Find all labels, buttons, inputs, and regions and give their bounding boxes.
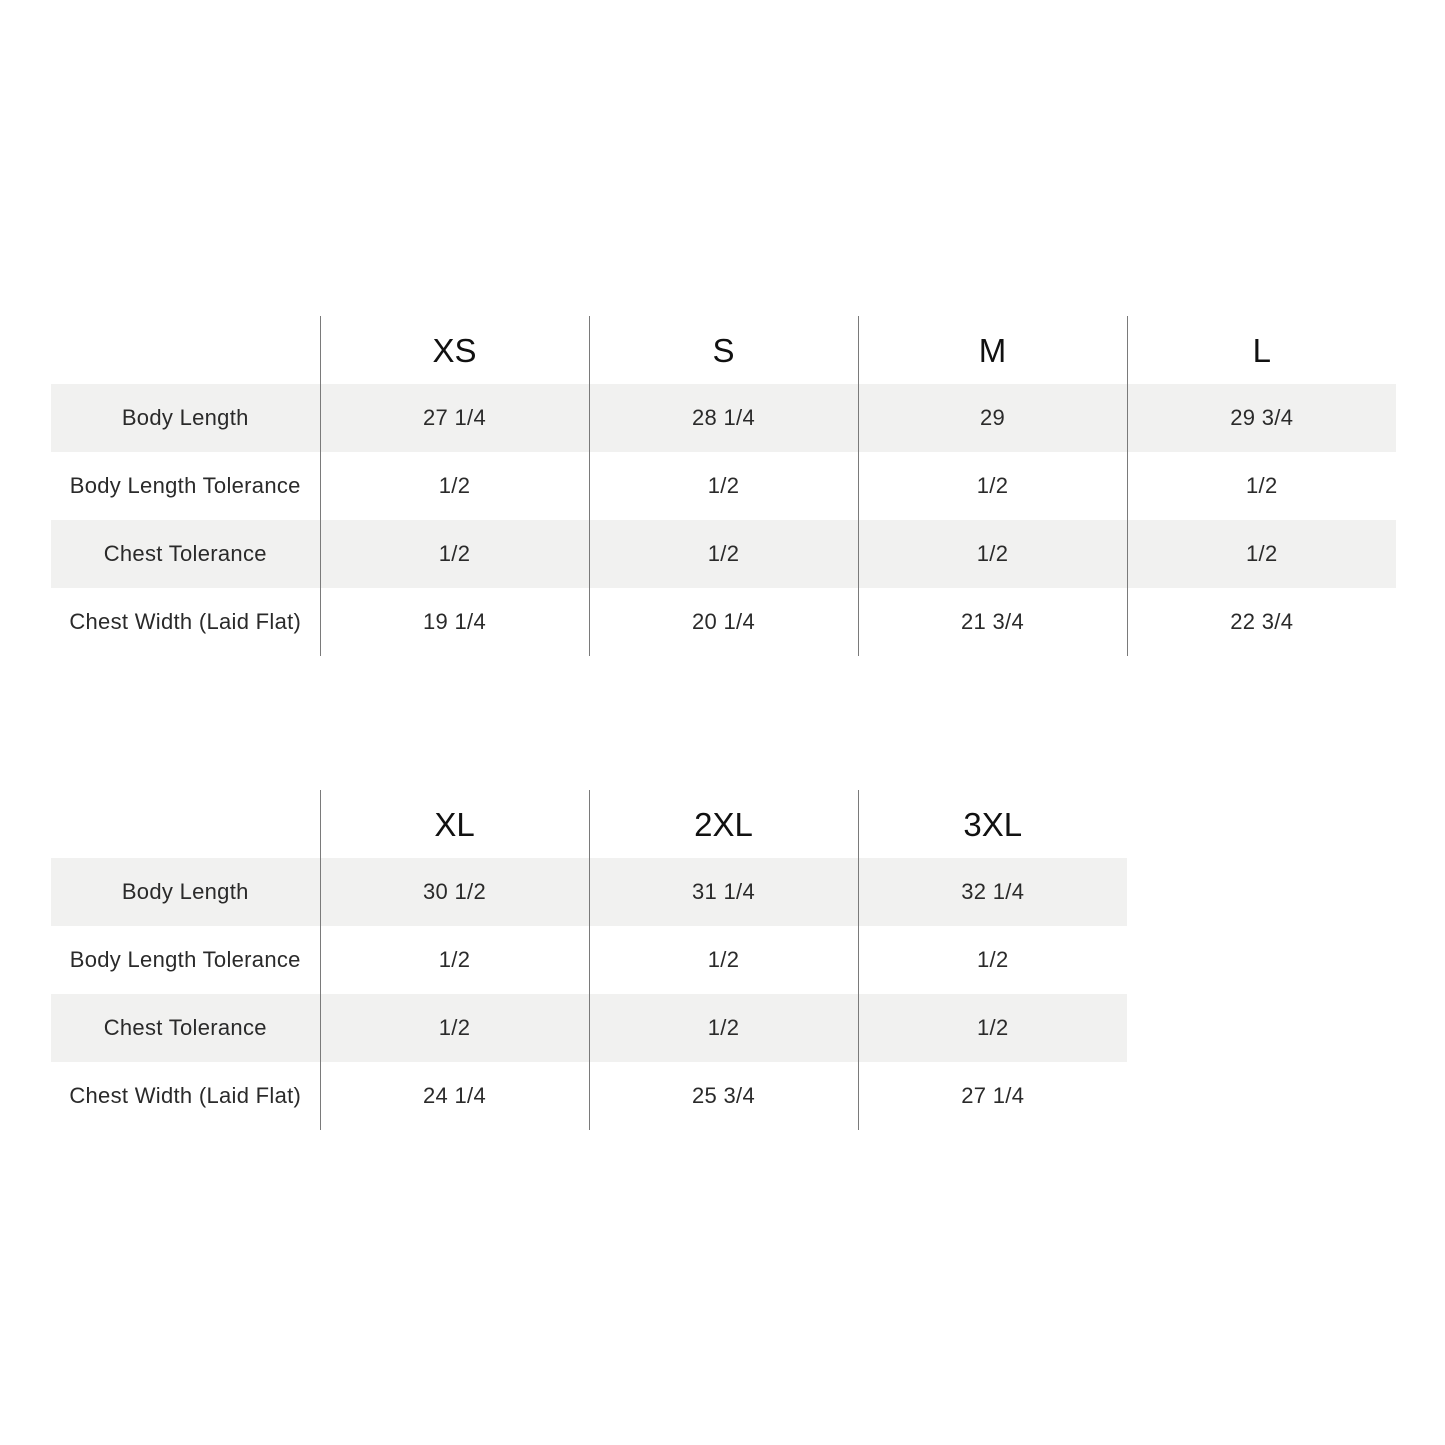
table-row bbox=[51, 858, 1127, 926]
measurement-cell: 32 1/4 bbox=[858, 858, 1127, 926]
size-header: XL bbox=[320, 790, 589, 858]
measurement-cell: 21 3/4 bbox=[858, 588, 1127, 656]
measurement-cell: 1/2 bbox=[1127, 520, 1396, 588]
measurement-cell: 1/2 bbox=[589, 994, 858, 1062]
measurement-cell: 1/2 bbox=[589, 520, 858, 588]
row-label: Body Length Tolerance bbox=[69, 473, 301, 498]
table-row bbox=[51, 926, 1127, 994]
row-label: Chest Tolerance bbox=[51, 994, 320, 1062]
row-label: Chest Tolerance bbox=[51, 520, 320, 588]
measurement-cell: 31 1/4 bbox=[589, 858, 858, 926]
size-header-row bbox=[51, 316, 1396, 384]
table-row bbox=[51, 452, 1396, 520]
measurement-cell: 1/2 bbox=[320, 452, 589, 520]
measurement-cell: 1/2 bbox=[858, 926, 1127, 994]
size-chart-table-1 bbox=[51, 316, 1396, 656]
measurement-cell: 25 3/4 bbox=[589, 1062, 858, 1130]
size-header: 3XL bbox=[858, 790, 1127, 858]
size-header: 2XL bbox=[589, 790, 858, 858]
size-header: S bbox=[589, 316, 858, 384]
row-label: Chest Width (Laid Flat) bbox=[69, 609, 302, 634]
measurement-cell: 1/2 bbox=[320, 520, 589, 588]
row-label: Chest Width (Laid Flat) bbox=[69, 1083, 302, 1108]
row-label: Body Length bbox=[51, 384, 320, 452]
measurement-cell: 1/2 bbox=[320, 926, 589, 994]
measurement-cell: 1/2 bbox=[320, 994, 589, 1062]
size-header: M bbox=[858, 316, 1127, 384]
header-corner bbox=[51, 316, 320, 384]
table-row bbox=[51, 994, 1127, 1062]
measurement-cell: 29 bbox=[858, 384, 1127, 452]
measurement-cell: 1/2 bbox=[858, 452, 1127, 520]
measurement-cell: 20 1/4 bbox=[589, 588, 858, 656]
measurement-cell: 24 1/4 bbox=[320, 1062, 589, 1130]
measurement-cell: 19 1/4 bbox=[320, 588, 589, 656]
header-corner bbox=[51, 790, 320, 858]
row-label: Body Length Tolerance bbox=[69, 947, 301, 972]
measurement-cell: 1/2 bbox=[1127, 452, 1396, 520]
measurement-cell: 29 3/4 bbox=[1127, 384, 1396, 452]
measurement-cell: 1/2 bbox=[589, 926, 858, 994]
size-chart-table-2 bbox=[51, 790, 1127, 1130]
measurement-cell: 22 3/4 bbox=[1127, 588, 1396, 656]
table-row bbox=[51, 1062, 1127, 1130]
size-header-row bbox=[51, 790, 1127, 858]
table-row bbox=[51, 520, 1396, 588]
size-header: L bbox=[1127, 316, 1396, 384]
measurement-cell: 30 1/2 bbox=[320, 858, 589, 926]
measurement-cell: 27 1/4 bbox=[858, 1062, 1127, 1130]
row-label: Body Length bbox=[51, 858, 320, 926]
measurement-cell: 28 1/4 bbox=[589, 384, 858, 452]
measurement-cell: 1/2 bbox=[858, 520, 1127, 588]
measurement-cell: 1/2 bbox=[589, 452, 858, 520]
table-row bbox=[51, 384, 1396, 452]
measurement-cell: 27 1/4 bbox=[320, 384, 589, 452]
table-row bbox=[51, 588, 1396, 656]
measurement-cell: 1/2 bbox=[858, 994, 1127, 1062]
size-header: XS bbox=[320, 316, 589, 384]
